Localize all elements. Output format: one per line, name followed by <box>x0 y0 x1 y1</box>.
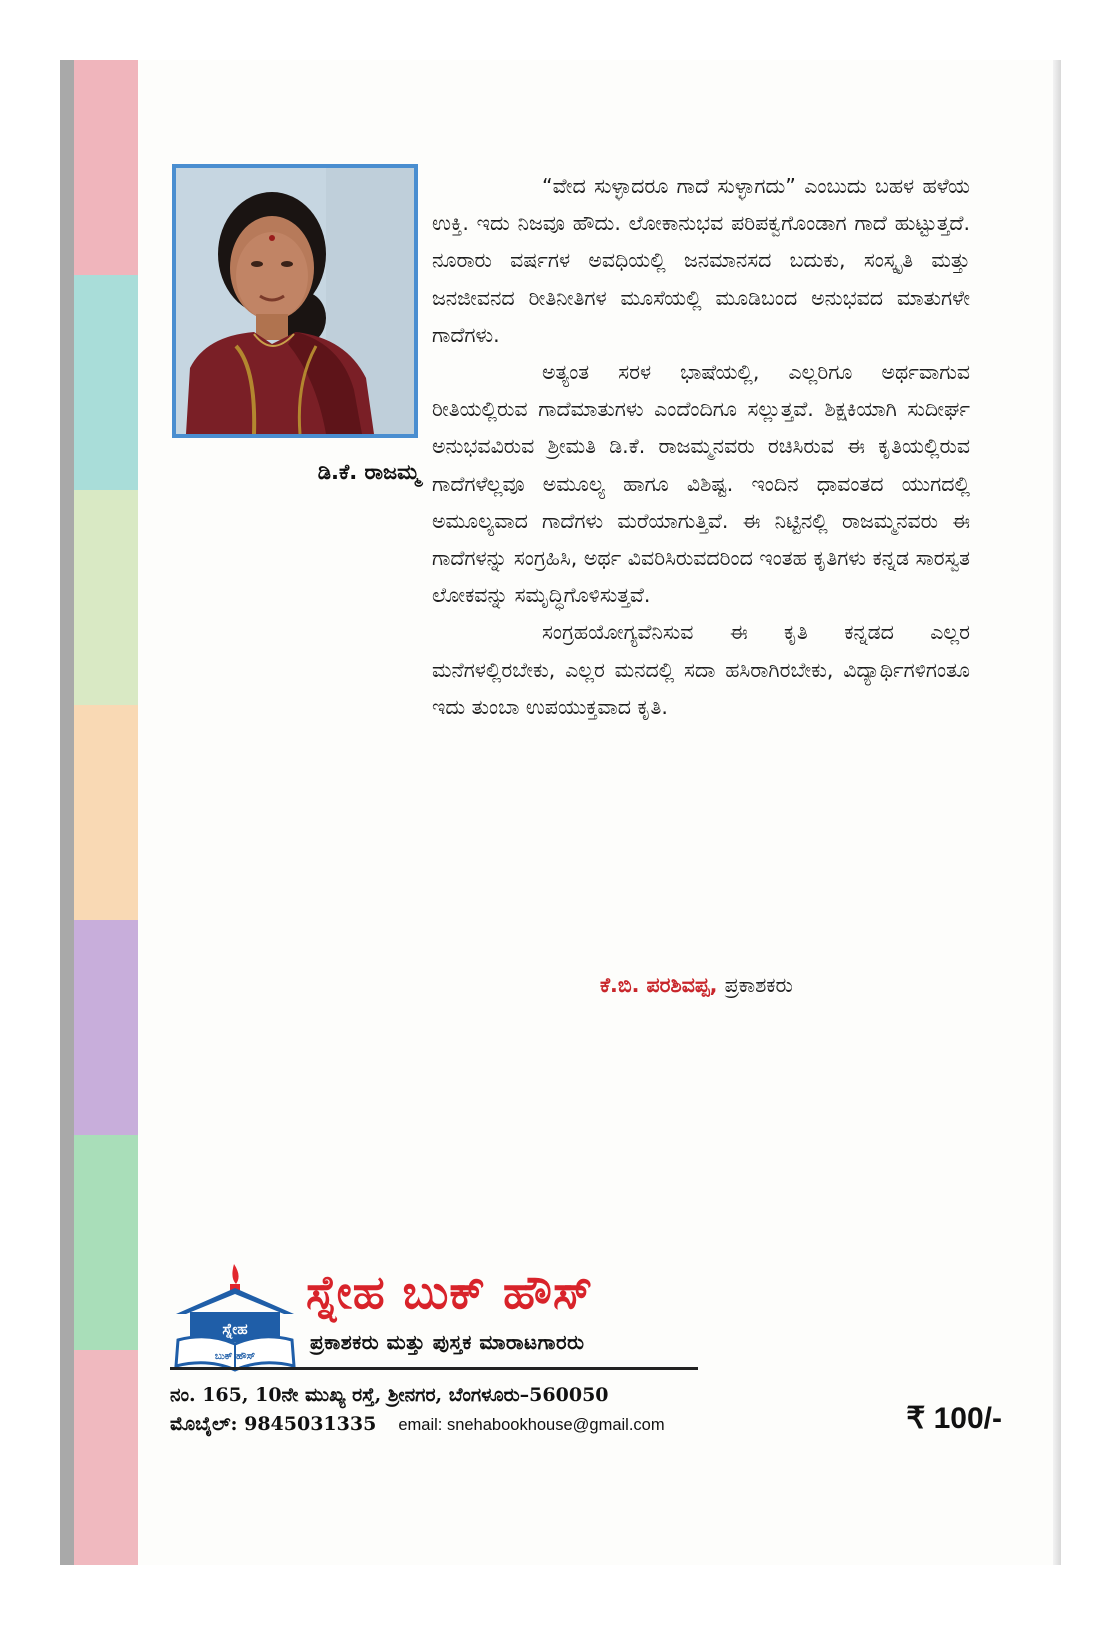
blurb-text <box>432 168 970 726</box>
blurb-paragraph: “ವೇದ ಸುಳ್ಳಾದರೂ ಗಾದೆ ಸುಳ್ಳಾಗದು” ಎಂಬುದು ಬಹಳ ಹಳೆಯ ಉಕ್ತಿ. ಇದು ನಿಜವೂ ಹೌದು. ಲೋಕಾನುಭವ ಪರಿಪಕ್ವಗೊಂಡಾಗ ಗಾದೆ ಹುಟ್ಟುತ್ತದೆ. ನೂರಾರು ವರ್ಷಗಳ ಅವಧಿಯಲ್ಲಿ ಜನಮಾನಸದ ಬದುಕು, ಸಂಸ್ಕೃತಿ ಮತ್ತು ಜನಜೀವನದ ರೀತಿನೀತಿಗಳ ಮೂಸೆಯಲ್ಲಿ ಮೂಡಿಬಂದ ಅನುಭವದ ಮಾತುಗಳೇ ಗಾದೆಗಳು. <box>432 174 970 347</box>
publisher-email: email: snehabookhouse@gmail.com <box>398 1416 665 1434</box>
blurb-paragraph: ಸಂಗ್ರಹಯೋಗ್ಯವೆನಿಸುವ ಈ ಕೃತಿ ಕನ್ನಡದ ಎಲ್ಲರ ಮನೆಗಳಲ್ಲಿರಬೇಕು, ಎಲ್ಲರ ಮನದಲ್ಲಿ ಸದಾ ಹಸಿರಾಗಿರಬೇಕು, ವಿದ್ಯಾರ್ಥಿಗಳಿಗಂತೂ ಇದು ತುಂಬಾ ಉಪಯುಕ್ತವಾದ ಕೃತಿ. <box>432 620 970 719</box>
color-stripe <box>74 920 138 1135</box>
publisher-address: ನಂ. 165, 10ನೇ ಮುಖ್ಯ ರಸ್ತೆ, ಶ್ರೀನಗರ, ಬೆಂಗಳೂರು–560050 <box>170 1384 609 1406</box>
signature-role: ಪ್ರಕಾಶಕರು <box>724 973 793 997</box>
publisher-contact <box>170 1413 730 1435</box>
color-stripe <box>74 60 138 275</box>
publisher-signature <box>600 973 1000 998</box>
blurb-paragraph: ಅತ್ಯಂತ ಸರಳ ಭಾಷೆಯಲ್ಲಿ, ಎಲ್ಲರಿಗೂ ಅರ್ಥವಾಗುವ ರೀತಿಯಲ್ಲಿರುವ ಗಾದೆಮಾತುಗಳು ಎಂದೆಂದಿಗೂ ಸಲ್ಲುತ್ತವೆ. ಶಿಕ್ಷಕಿಯಾಗಿ ಸುದೀರ್ಘ ಅನುಭವವಿರುವ ಶ್ರೀಮತಿ ಡಿ.ಕೆ. ರಾಜಮ್ಮನವರು ರಚಿಸಿರುವ ಈ ಕೃತಿಯಲ್ಲಿರುವ ಗಾದೆಗಳೆಲ್ಲವೂ ಅಮೂಲ್ಯ ಹಾಗೂ ವಿಶಿಷ್ಟ. ಇಂದಿನ ಧಾವಂತದ ಯುಗದಲ್ಲಿ ಅಮೂಲ್ಯವಾದ ಗಾದೆಗಳು ಮರೆಯಾಗುತ್ತಿವೆ. ಈ ನಿಟ್ಟಿನಲ್ಲಿ ರಾಜಮ್ಮನವರು ಈ ಗಾದೆಗಳನ್ನು ಸಂಗ್ರಹಿಸಿ, ಅರ್ಥ ವಿವರಿಸಿರುವದರಿಂದ ಇಂತಹ ಕೃತಿಗಳು ಕನ್ನಡ ಸಾರಸ್ವತ ಲೋಕವನ್ನು ಸಮೃದ್ಧಿಗೊಳಿಸುತ್ತವೆ. <box>432 360 970 608</box>
color-stripe <box>74 1350 138 1565</box>
publisher-tagline: ಪ್ರಕಾಶಕರು ಮತ್ತು ಪುಸ್ತಕ ಮಾರಾಟಗಾರರು <box>310 1330 585 1354</box>
publisher-mobile: ಮೊಬೈಲ್: 9845031335 <box>170 1413 377 1435</box>
author-caption: ಡಿ.ಕೆ. ರಾಜಮ್ಮ <box>317 460 420 484</box>
spine-edge <box>60 60 74 1565</box>
color-stripe <box>74 275 138 490</box>
author-portrait-image <box>176 168 414 434</box>
publisher-name: ಸ್ನೇಹ ಬುಕ್ ಹೌಸ್ <box>306 1265 594 1319</box>
house-book-logo-icon <box>172 1262 300 1372</box>
logo-text-bottom: ಬುಕ್ ಹೌಸ್ <box>214 1351 256 1362</box>
color-stripe <box>74 490 138 705</box>
color-stripe <box>74 1135 138 1350</box>
signature-name: ಕೆ.ಬಿ. ಪರಶಿವಪ್ಪ, <box>600 973 718 997</box>
author-photo <box>172 164 418 438</box>
divider-rule <box>170 1367 698 1370</box>
color-stripe <box>74 705 138 920</box>
color-stripe-band <box>74 60 138 1565</box>
price-tag: ₹ 100/- <box>906 1402 1002 1435</box>
logo-text-top: ಸ್ನೇಹ <box>222 1320 248 1338</box>
publisher-logo <box>172 1262 300 1372</box>
page-edge-shadow <box>1053 60 1061 1565</box>
